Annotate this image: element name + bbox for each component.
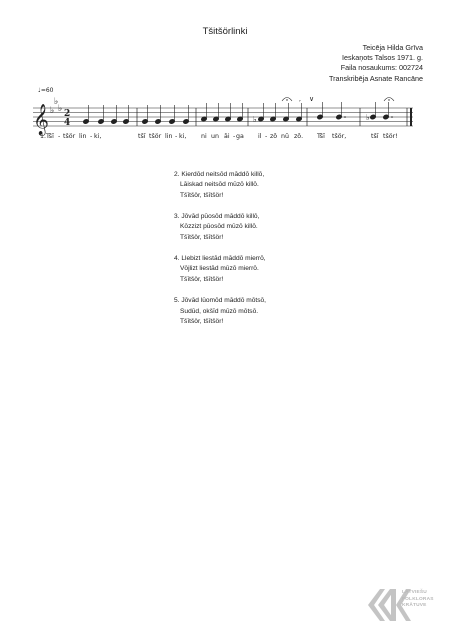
- lyric-syllable: nū: [281, 133, 289, 140]
- verses: [174, 170, 266, 338]
- lyric-syllable: -: [58, 133, 61, 140]
- verse-line: 4. Llebizt liestād māddō mierrō,: [174, 255, 266, 263]
- verse-4: [174, 254, 266, 285]
- treble-clef-icon: 𝄞: [33, 104, 49, 135]
- lyric-syllable: il: [258, 133, 262, 140]
- lyric-syllable: -: [233, 133, 236, 140]
- lyric-syllable: zō: [270, 133, 278, 140]
- staff-lines: [33, 108, 413, 126]
- verse-3: [174, 212, 266, 243]
- verse-line: 3. Jōvād pūosōd māddō killō,: [174, 213, 260, 221]
- verse-line: 2. Kierdōd neitsōd māddō killō,: [174, 171, 265, 178]
- svg-text:♭: ♭: [58, 104, 63, 114]
- verse-line: Tšītšör, tšītšör!: [180, 275, 224, 283]
- lyric-syllable: 1.Tšī: [40, 133, 54, 140]
- time-signature-bottom: 4: [64, 118, 71, 128]
- music-score: [0, 0, 450, 160]
- transcriber-line: Transkribēja Asnate Rancāne: [328, 73, 423, 83]
- logo-line: FOLKLORAS: [402, 596, 434, 602]
- recording-line: Ieskaņots Talsos 1971. g.: [342, 53, 423, 63]
- lyric-syllable: tšör,: [332, 133, 347, 140]
- tempo-marking: ♩=60: [38, 87, 54, 94]
- verse-line: Tšītšör, tšītšör!: [180, 191, 224, 199]
- logo-line: KRĀTUVE: [402, 603, 427, 609]
- breath-mark-icon: ∨: [309, 95, 315, 103]
- lyric-syllable: -: [265, 133, 268, 140]
- lyric-syllable: tšī: [138, 133, 146, 140]
- lyric-syllable: ki,: [179, 133, 187, 140]
- key-signature-icon: [50, 97, 62, 116]
- lyric-syllable: un: [211, 133, 219, 140]
- verse-line: Lāiskad neitsōd mūzō killō.: [180, 181, 259, 189]
- performer-line: Teicēja Hilda Grīva: [362, 43, 423, 52]
- lyrics: [40, 132, 398, 140]
- lyric-syllable: tšī: [371, 133, 379, 140]
- logo-text: [402, 590, 434, 610]
- svg-text:♭: ♭: [50, 106, 55, 116]
- file-name-line: Faila nosaukums: 002724: [340, 63, 423, 73]
- page-title: Tšitšörlinki: [202, 26, 248, 37]
- lyric-syllable: -: [90, 133, 93, 140]
- lyric-syllable: ki,: [94, 133, 102, 140]
- time-signature-top: 2: [64, 109, 71, 119]
- verse-line: Kōzzizt pūosōd mūzō killō.: [180, 223, 258, 231]
- notes: [83, 102, 393, 124]
- lyric-syllable: tšör: [149, 133, 162, 140]
- lyric-syllable: ni: [201, 133, 207, 140]
- verse-line: Tšītšör, tšītšör!: [180, 317, 224, 325]
- svg-text:,: ,: [299, 96, 301, 103]
- lyric-syllable: Tšī: [317, 133, 325, 140]
- lyric-syllable: zō.: [294, 133, 304, 140]
- verse-line: Sudūd, okšīd mūzō mōtsō.: [180, 307, 259, 315]
- svg-text:♭: ♭: [253, 115, 257, 124]
- time-signature: [64, 109, 70, 128]
- svg-text:♭: ♭: [54, 97, 59, 107]
- lyric-syllable: lin: [165, 133, 173, 140]
- lyric-syllable: tšör: [63, 133, 76, 140]
- verse-line: Tšītšör, tšītšör!: [180, 233, 224, 241]
- verse-line: 5. Jōvād lūomōd māddō mōtsō,: [174, 297, 266, 305]
- logo-line: LATVIEŠU: [402, 590, 427, 595]
- verse-line: Vōjlizt liestād mūzō mierrō.: [180, 265, 259, 273]
- lyric-syllable: lin: [79, 133, 87, 140]
- lyric-syllable: tšör!: [383, 133, 398, 140]
- verse-2: [174, 170, 266, 201]
- verse-5: [174, 296, 266, 327]
- svg-text:♭: ♭: [366, 113, 370, 122]
- lyric-syllable: ga: [236, 133, 244, 140]
- lyric-syllable: -: [175, 133, 178, 140]
- lyric-syllable: āi: [224, 133, 230, 140]
